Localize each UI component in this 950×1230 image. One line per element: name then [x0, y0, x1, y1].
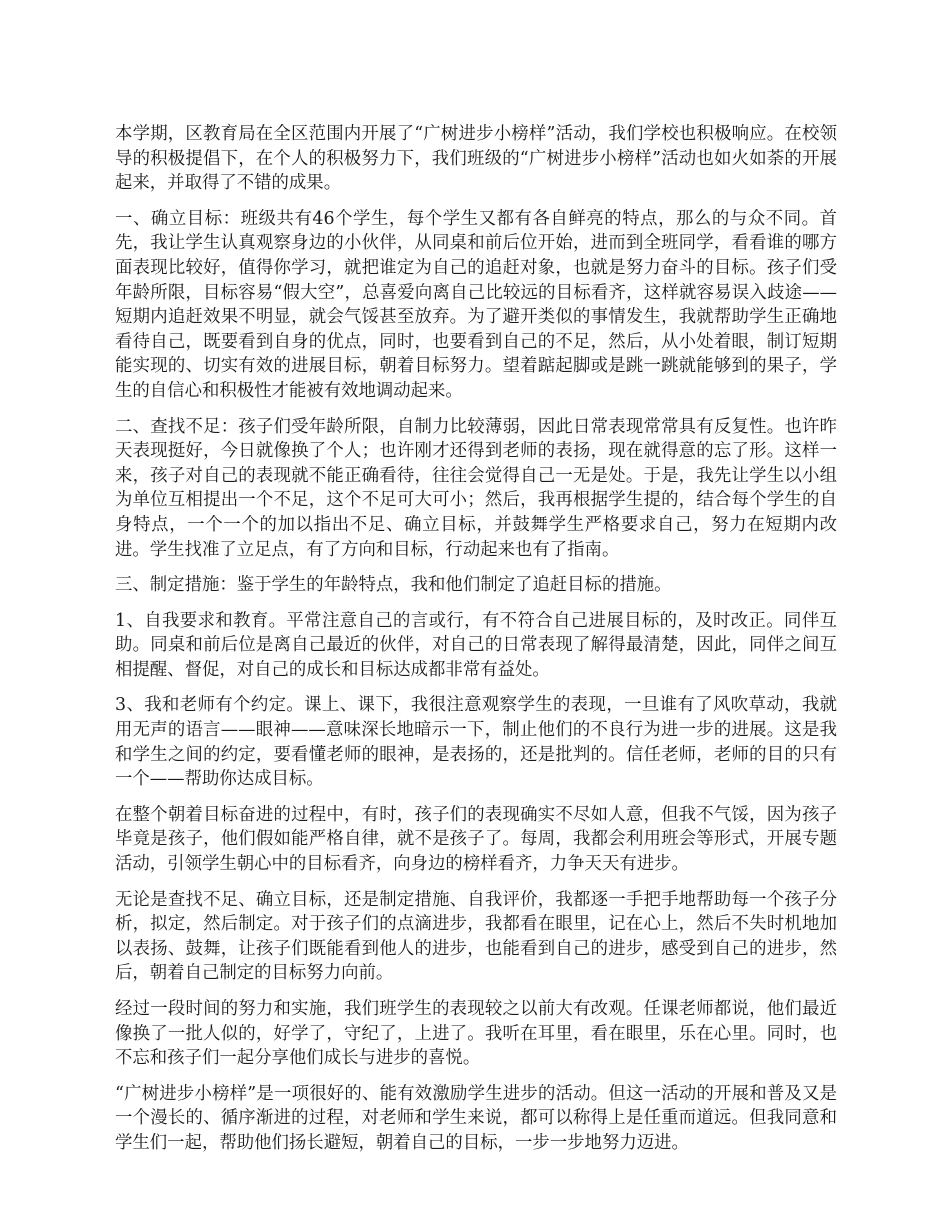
document-body	[115, 122, 837, 1167]
paragraph-guidance: 无论是查找不足、确立目标，还是制定措施、自我评价，我都逐一手把手地帮助每一个孩子分析，拟定，然后制定。对于孩子们的点滴进步，我都看在眼里，记在心上，然后不失时机地加以表扬、鼓舞，让孩子们既能看到他人的进步，也能看到自己的进步，感受到自己的进步，然后，朝着自己制定的目标努力向前。	[115, 889, 837, 984]
paragraph-measure-3: 3、我和老师有个约定。课上、课下，我很注意观察学生的表现，一旦谁有了风吹草动，我就用无声的语言——眼神——意味深长地暗示一下，制止他们的不良行为进一步的进展。这是我和学生之间的约定，要看懂老师的眼神，是表扬的，还是批判的。信任老师，老师的目的只有一个——帮助你达成目标。	[115, 695, 837, 790]
paragraph-measures-heading: 三、制定措施：鉴于学生的年龄特点，我和他们制定了追赶目标的措施。	[115, 575, 672, 596]
paragraph-conclusion: “广树进步小榜样”是一项很好的、能有效激励学生进步的活动。但这一活动的开展和普及又是一个漫长的、循序渐进的过程，对老师和学生来说，都可以称得上是任重而道远。但我同意和学生们一起，帮助他们扬长避短，朝着自己的目标，一步一步地努力迈进。	[115, 1083, 837, 1153]
paragraph-measure-1: 1、自我要求和教育。平常注意自己的言或行，有不符合自己进展目标的，及时改正。同伴互助。同桌和前后位是离自己最近的伙伴，对自己的日常表现了解得最清楚，因此，同伴之间互相提醒、督促，对自己的成长和目标达成都非常有益处。	[115, 610, 837, 680]
paragraph-find-shortcomings: 二、查找不足：孩子们受年龄所限，自制力比较薄弱，因此日常表现常常具有反复性。也许昨天表现挺好，今日就像换了个人；也许刚才还得到老师的表扬，现在就得意的忘了形。这样一来，孩子对自己的表现就不能正确看待，往往会觉得自己一无是处。于是，我先让学生以小组为单位互相提出一个不足，这个不足可大可小；然后，我再根据学生提的，结合每个学生的自身特点，一个一个的加以指出不足、确立目标，并鼓舞学生严格要求自己，努力在短期内改进。学生找准了立足点，有了方向和目标，行动起来也有了指南。	[115, 416, 837, 560]
paragraph-progress: 在整个朝着目标奋进的过程中，有时，孩子们的表现确实不尽如人意，但我不气馁，因为孩子毕竟是孩子，他们假如能严格自律，就不是孩子了。每周，我都会利用班会等形式，开展专题活动，引领学生朝心中的目标看齐，向身边的榜样看齐，力争天天有进步。	[115, 804, 837, 875]
paragraph-results: 经过一段时间的努力和实施，我们班学生的表现较之以前大有改观。任课老师都说，他们最近像换了一批人似的，好学了，守纪了，上进了。我听在耳里，看在眼里，乐在心里。同时，也不忘和孩子们一起分享他们成长与进步的喜悦。	[115, 999, 837, 1069]
paragraph-intro: 本学期，区教育局在全区范围内开展了“广树进步小榜样”活动，我们学校也积极响应。在校领导的积极提倡下，在个人的积极努力下，我们班级的“广树进步小榜样”活动也如火如荼的开展起来，并取得了不错的成果。	[115, 124, 837, 194]
paragraph-set-goals: 一、确立目标：班级共有46个学生，每个学生又都有各自鲜亮的特点，那么的与众不同。首先，我让学生认真观察身边的小伙伴，从同桌和前后位开始，进而到全班同学，看看谁的哪方面表现比较好，值得你学习，就把谁定为自己的追赶对象，也就是努力奋斗的目标。孩子们受年龄所限，目标容易“假大空”，总喜爱向离自己比较远的目标看齐，这样就容易误入歧途——短期内追赶效果不明显，就会气馁甚至放弃。为了避开类似的事情发生，我就帮助学生正确地看待自己，既要看到自身的优点，同时，也要看到自己的不足，然后，从小处着眼，制订短期能实现的、切实有效的进展目标，朝着目标努力。望着踮起脚或是跳一跳就能够到的果子，学生的自信心和积极性才能被有效地调动起来。	[115, 208, 837, 401]
